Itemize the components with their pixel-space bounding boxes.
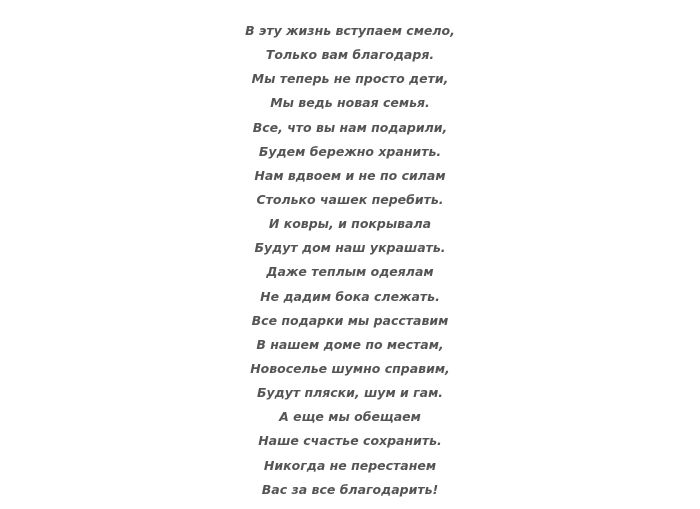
poem-line-9: И ковры, и покрывала [268, 216, 432, 232]
poem-line-7: Нам вдвоем и не по силам [254, 167, 446, 183]
poem-line-3: Мы теперь не просто дети, [251, 71, 449, 87]
poem-line-10: Будут дом наш украшать. [254, 240, 446, 256]
poem-line-16: Будут пляски, шум и гам. [256, 385, 444, 401]
poem-line-20: Вас за все благодарить! [261, 481, 439, 497]
poem-line-6: Будем бережно хранить. [258, 143, 442, 159]
poem-line-11: Даже теплым одеялам [266, 264, 434, 280]
poem-line-17: А еще мы обещаем [279, 409, 421, 425]
poem-line-19: Никогда не перестанем [263, 457, 437, 473]
poem [0, 19, 700, 502]
poem-line-2: Только вам благодаря. [265, 47, 435, 63]
poem-line-18: Наше счастье сохранить. [258, 433, 442, 449]
poem-line-4: Мы ведь новая семья. [270, 95, 430, 111]
poem-line-12: Не дадим бока слежать. [260, 288, 440, 304]
poem-line-8: Столько чашек перебить. [256, 191, 444, 207]
poem-line-13: Все подарки мы расставим [251, 312, 449, 328]
poem-line-5: Все, что вы нам подарили, [252, 119, 448, 135]
poem-line-15: Новоселье шумно справим, [250, 360, 450, 376]
poem-line-14: В нашем доме по местам, [256, 336, 444, 352]
poem-line-1: В эту жизнь вступаем смело, [245, 23, 455, 38]
